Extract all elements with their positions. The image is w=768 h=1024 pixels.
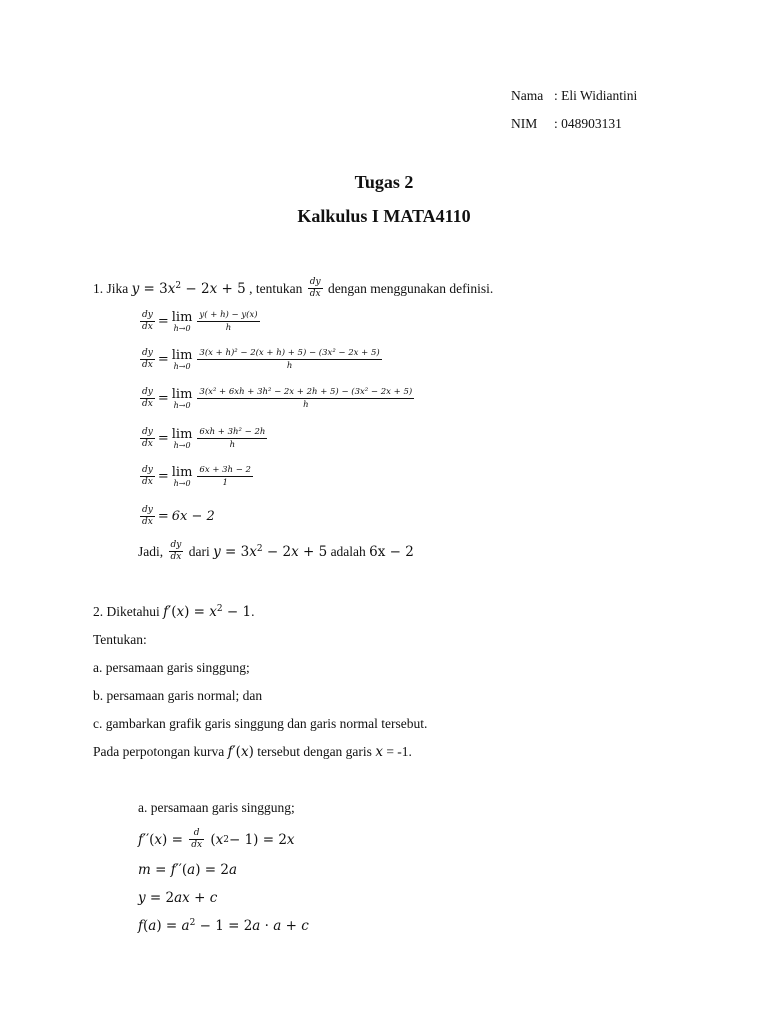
- answer-a-derivative: f ′′( x ) = $\frac{d}{dx}$ ( x 2 − 1) = 2 x: [138, 828, 295, 850]
- name-row: [511, 88, 637, 104]
- step-3-numerator: 3(x² + 6xh + 3h² − 2x + 2h + 5) − (3x² − 2x + 5): [199, 387, 413, 397]
- q2-given-pre: 2. Diketahui: [93, 604, 160, 619]
- q1-conclusion: Jadi, $\frac{dy}{dx}$ dari $y = 3x^2 - 2x + 5$ adalah 6x − 2: [138, 540, 414, 562]
- q1-intro-mid: , tentukan: [249, 280, 303, 296]
- step-1-numerator: y( + h) − y(x): [199, 310, 258, 320]
- q1-step-2: $\frac{dy}{dx}$ = lim h→0 $\frac{\text{3(x + h)² − 2(x + h) + 5) − (3x² − 2x + 5)}}{h}$: [142, 347, 380, 371]
- q1-step-3: $\frac{dy}{dx}$ = lim h→0 $\frac{\text{3(x² + 6xh + 3h² − 2x + 2h + 5) − (3x² − 2x + 5)}}{h}$: [142, 386, 413, 410]
- dy-dx-fraction: $\frac{dy}{dx}$: [309, 277, 321, 299]
- step-5-numerator: 6x + 3h − 2: [199, 465, 251, 475]
- answer-a-substitute: $f(a) = a^2 - 1 = 2a \cdot a + c$: [138, 918, 309, 934]
- q2-item-a: a. persamaan garis singgung;: [93, 660, 250, 675]
- q2-item-c: c. gambarkan grafik garis singgung dan garis normal tersebut.: [93, 716, 428, 731]
- q2-intersection: Pada perpotongan kurva f′(x) tersebut dengan garis x = -1.: [93, 744, 412, 760]
- step-2-denominator: h: [197, 359, 381, 372]
- q2-item-b: b. persamaan garis normal; dan: [93, 688, 263, 703]
- step-4-numerator: 6xh + 3h² − 2h: [199, 427, 266, 437]
- intersect-val: = -1.: [386, 744, 412, 759]
- intersect-mid: tersebut dengan garis: [257, 744, 372, 759]
- conclusion-pre: Jadi,: [138, 543, 164, 559]
- step-1-denominator: h: [197, 321, 259, 334]
- conclusion-result: 6x − 2: [369, 543, 414, 560]
- q2-tentukan: Tentukan:: [93, 632, 147, 647]
- nim-label: NIM: [511, 116, 538, 131]
- document-title: Tugas 2: [354, 172, 414, 192]
- step-3-denominator: h: [197, 398, 414, 411]
- nim-value: : 048903131: [554, 116, 622, 131]
- q1-intro-post: dengan menggunakan definisi.: [327, 280, 494, 296]
- answer-a-line: y = 2ax + c: [138, 890, 218, 906]
- name-label: Nama: [511, 88, 544, 103]
- q2-given-post: .: [251, 604, 255, 619]
- q1-intro-pre: 1. Jika: [93, 280, 129, 296]
- nim-row: [511, 116, 622, 132]
- q1-intro: 1. Jika $y = 3x^2 - 2x + 5$ , tentukan $\frac{dy}{dx}$ dengan menggunakan definisi.: [93, 277, 494, 299]
- q1-step-4: $\frac{dy}{dx}$ = lim h→0 $\frac{\text{6xh + 3h² − 2h}}{h}$: [142, 426, 266, 450]
- q1-step-1: $\frac{dy}{dx}$ = lim h→0 $\frac{y( + h) - y(x)}{h}$: [142, 309, 258, 333]
- conclusion-mid2: adalah: [330, 543, 366, 559]
- answer-a-heading: a. persamaan garis singgung;: [138, 800, 295, 815]
- q2-given: 2. Diketahui $f'(x) = x^2 - 1$.: [93, 604, 255, 620]
- intersect-pre: Pada perpotongan kurva: [93, 744, 225, 759]
- answer-a-slope: m = f′′(a) = 2a: [138, 862, 237, 878]
- document-subtitle: Kalkulus I MATA4110: [297, 206, 471, 226]
- step-5-denominator: 1: [197, 476, 253, 489]
- step-2-numerator: 3(x + h)² − 2(x + h) + 5) − (3x² − 2x + 5): [199, 348, 380, 358]
- q1-final-value: 6x − 2: [171, 509, 215, 524]
- conclusion-mid: dari: [188, 543, 210, 559]
- q1-final: $\frac{dy}{dx}$ = 6x − 2: [142, 505, 215, 527]
- step-4-denominator: h: [197, 438, 267, 451]
- q1-step-5: $\frac{dy}{dx}$ = lim h→0 $\frac{6x + 3h - 2}{1}$: [142, 464, 251, 488]
- name-value: : Eli Widiantini: [554, 88, 638, 103]
